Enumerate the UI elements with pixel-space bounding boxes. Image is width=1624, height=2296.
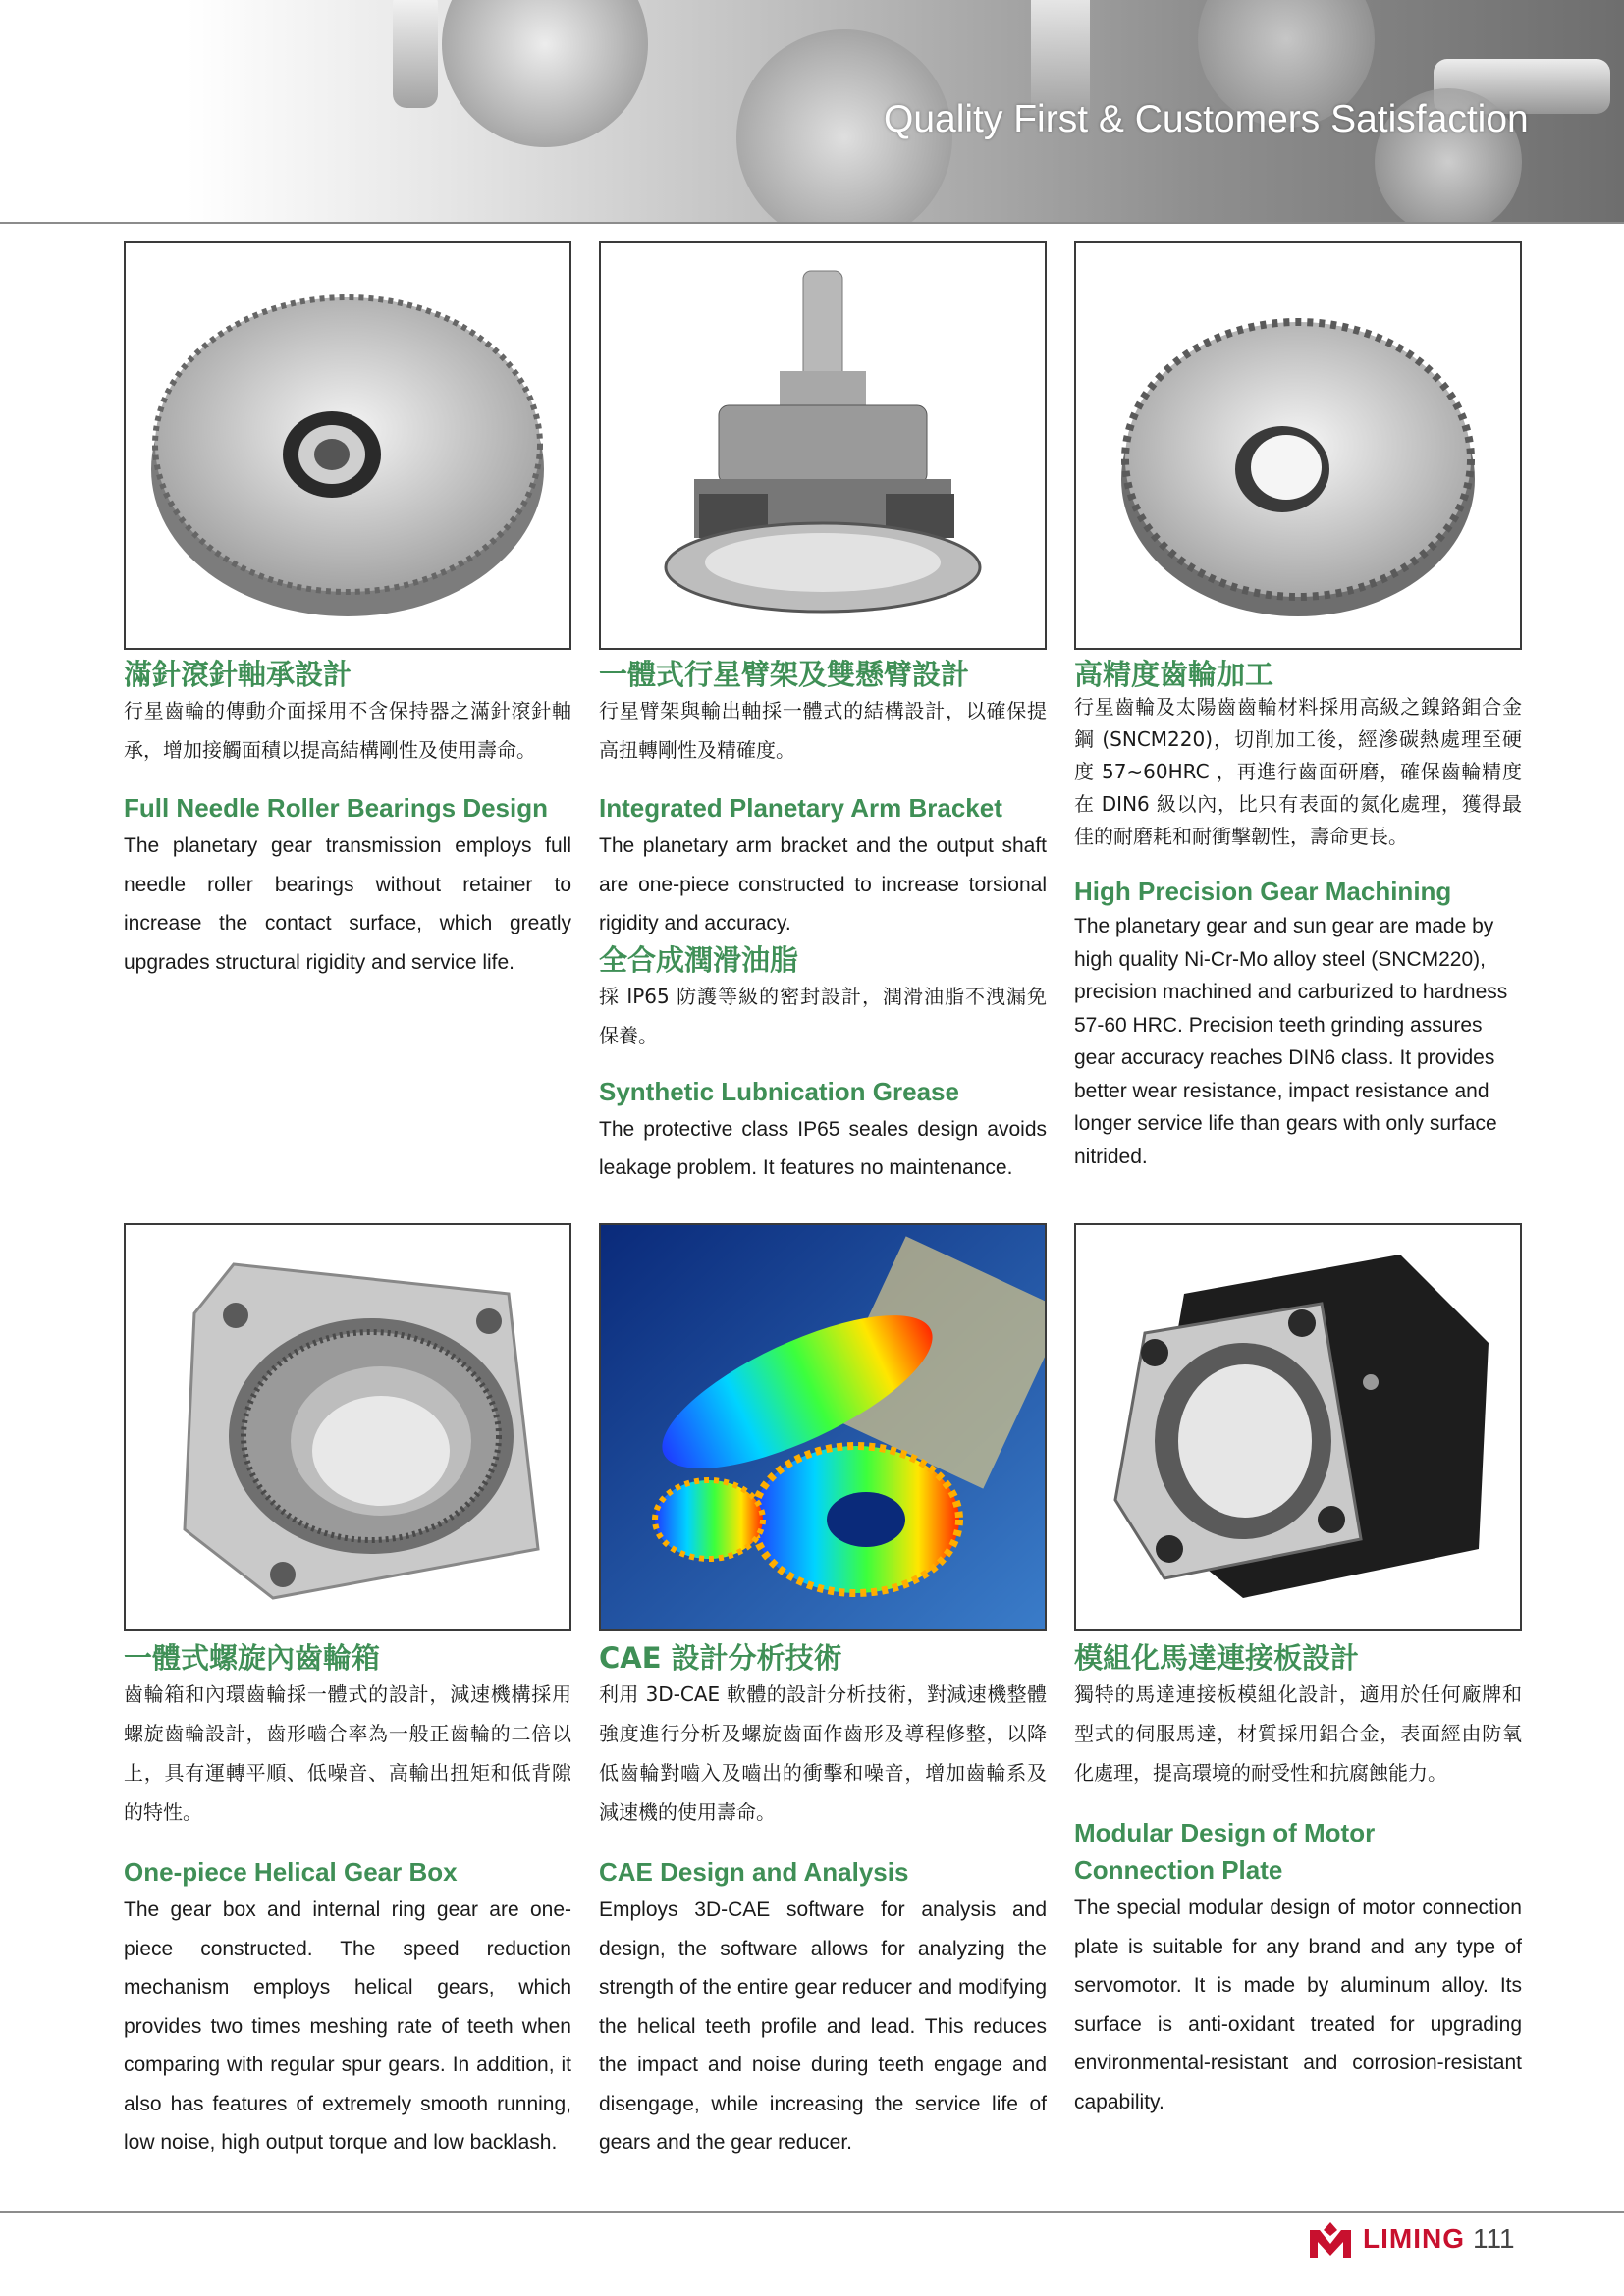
section-helical-gear-box — [124, 1641, 571, 2163]
planetary-arm-bracket-image — [599, 241, 1047, 650]
section-title-cn: 一體式行星臂架及雙懸臂設計 — [599, 658, 970, 691]
section-text-en-2: The protective class IP65 seales design avoids leakage problem. It features no maintenance. — [599, 1117, 1047, 1179]
section-text-cn-2: 採 IP65 防護等級的密封設計，潤滑油脂不洩漏免保養。 — [599, 984, 1047, 1047]
section-text-cn: 行星臂架與輸出軸採一體式的結構設計，以確保提高扭轉剛性及精確度。 — [599, 699, 1047, 762]
section-title-cn: 滿針滾針軸承設計 — [124, 658, 352, 691]
precision-gear-image — [1074, 241, 1522, 650]
section-title-en: One-piece Helical Gear Box — [124, 1857, 458, 1887]
section-precision-gear — [1074, 658, 1522, 1173]
cae-analysis-image — [599, 1223, 1047, 1631]
section-title-en: CAE Design and Analysis — [599, 1857, 909, 1887]
section-text-cn: 行星齒輪及太陽齒齒輪材料採用高級之鎳鉻鉬合金鋼 (SNCM220)，切削加工後，經滲碳熱處理至硬度 57~60HRC ，再進行齒面研磨，確保齒輪精度在 DIN6 級以內，比只有表面的氮化處理，獲得最佳的耐磨耗和耐衝擊韌性，壽命更長。 — [1074, 695, 1522, 848]
section-title-en-2: Synthetic Lubnication Grease — [599, 1076, 959, 1106]
banner-title: Quality First & Customers Satisfaction — [884, 98, 1529, 140]
section-text-cn: 齒輪箱和內環齒輪採一體式的設計，減速機構採用螺旋齒輪設計，齒形嚙合率為一般正齒輪的二倍以上，具有運轉平順、低噪音、高輸出扭矩和低背隙的特性。 — [124, 1682, 571, 1824]
section-title-cn-2: 全合成潤滑油脂 — [599, 942, 799, 977]
header-banner — [187, 0, 1624, 222]
section-text-en: Employs 3D-CAE software for analysis and design, the software allows for analyzing the strength of the entire gear reducer and modifying the helical teeth profile and lead. This reduces the impact and noise during teeth engage and disengage, while increasing the service life of gears and the gear reducer. — [599, 1898, 1047, 2154]
section-motor-plate — [1074, 1641, 1522, 2121]
section-title-en: Full Needle Roller Bearings Design — [124, 793, 548, 823]
section-title-en: High Precision Gear Machining — [1074, 877, 1452, 906]
brand-name: LIMING — [1363, 2223, 1465, 2254]
needle-bearing-gear-image — [124, 241, 571, 650]
section-title-cn: CAE 設計分析技術 — [599, 1641, 842, 1675]
section-text-en: The planetary gear and sun gear are made by high quality Ni-Cr-Mo alloy steel (SNCM220), precision machined and carburized to hardness 57-60 HRC. Precision teeth grinding assures gear accuracy reaches DIN6 class. It provides better wear resistance, impact resistance and longer service life than gears with only surface nitrided. — [1074, 915, 1508, 1168]
section-needle-bearing — [124, 658, 571, 982]
liming-logo-icon — [1308, 2222, 1353, 2260]
section-title-cn: 一體式螺旋內齒輪箱 — [124, 1641, 381, 1675]
section-title-cn: 高精度齒輪加工 — [1074, 658, 1274, 691]
motor-connection-plate-image — [1074, 1223, 1522, 1631]
section-text-en: The planetary gear transmission employs full needle roller bearings without retainer to increase the contact surface, which greatly upgrades structural rigidity and service life. — [124, 834, 571, 974]
section-cae — [599, 1641, 1047, 2163]
page-number: 111 — [1473, 2223, 1515, 2254]
header-divider — [0, 222, 1624, 224]
section-planetary-arm — [599, 658, 1047, 1188]
section-text-en: The special modular design of motor connection plate is suitable for any brand and any type of servomotor. It is made by aluminum alloy. Its surface is anti-oxidant treated for upgrading environmental-resistant and corrosion-resistant capability. — [1074, 1896, 1522, 2113]
section-title-en: Integrated Planetary Arm Bracket — [599, 793, 1002, 823]
section-text-en: The gear box and internal ring gear are one-piece constructed. The speed reduction mechanism employs helical gears, which provides two times meshing rate of teeth when comparing with regular spur gears. In addition, it also has features of extremely smooth running, low noise, high output torque and low backlash. — [124, 1898, 571, 2154]
helical-gear-box-image — [124, 1223, 571, 1631]
section-text-cn: 獨特的馬達連接板模組化設計，適用於任何廠牌和型式的伺服馬達，材質採用鋁合金，表面經由防氧化處理，提高環境的耐受性和抗腐蝕能力。 — [1074, 1682, 1522, 1785]
section-text-en: The planetary arm bracket and the output shaft are one-piece constructed to increase torsional rigidity and accuracy. — [599, 834, 1047, 934]
section-text-cn: 利用 3D-CAE 軟體的設計分析技術，對減速機整體強度進行分析及螺旋齒面作齒形及導程修整，以降低齒輪對嚙入及嚙出的衝擊和噪音，增加齒輪系及減速機的使用壽命。 — [599, 1682, 1047, 1824]
section-text-cn: 行星齒輪的傳動介面採用不含保持器之滿針滾針軸承，增加接觸面積以提高結構剛性及使用壽命。 — [124, 699, 571, 762]
section-title-en: Modular Design of Motor Connection Plate — [1074, 1818, 1376, 1885]
section-title-cn: 模組化馬達連接板設計 — [1074, 1641, 1360, 1675]
footer-divider — [0, 2211, 1624, 2213]
